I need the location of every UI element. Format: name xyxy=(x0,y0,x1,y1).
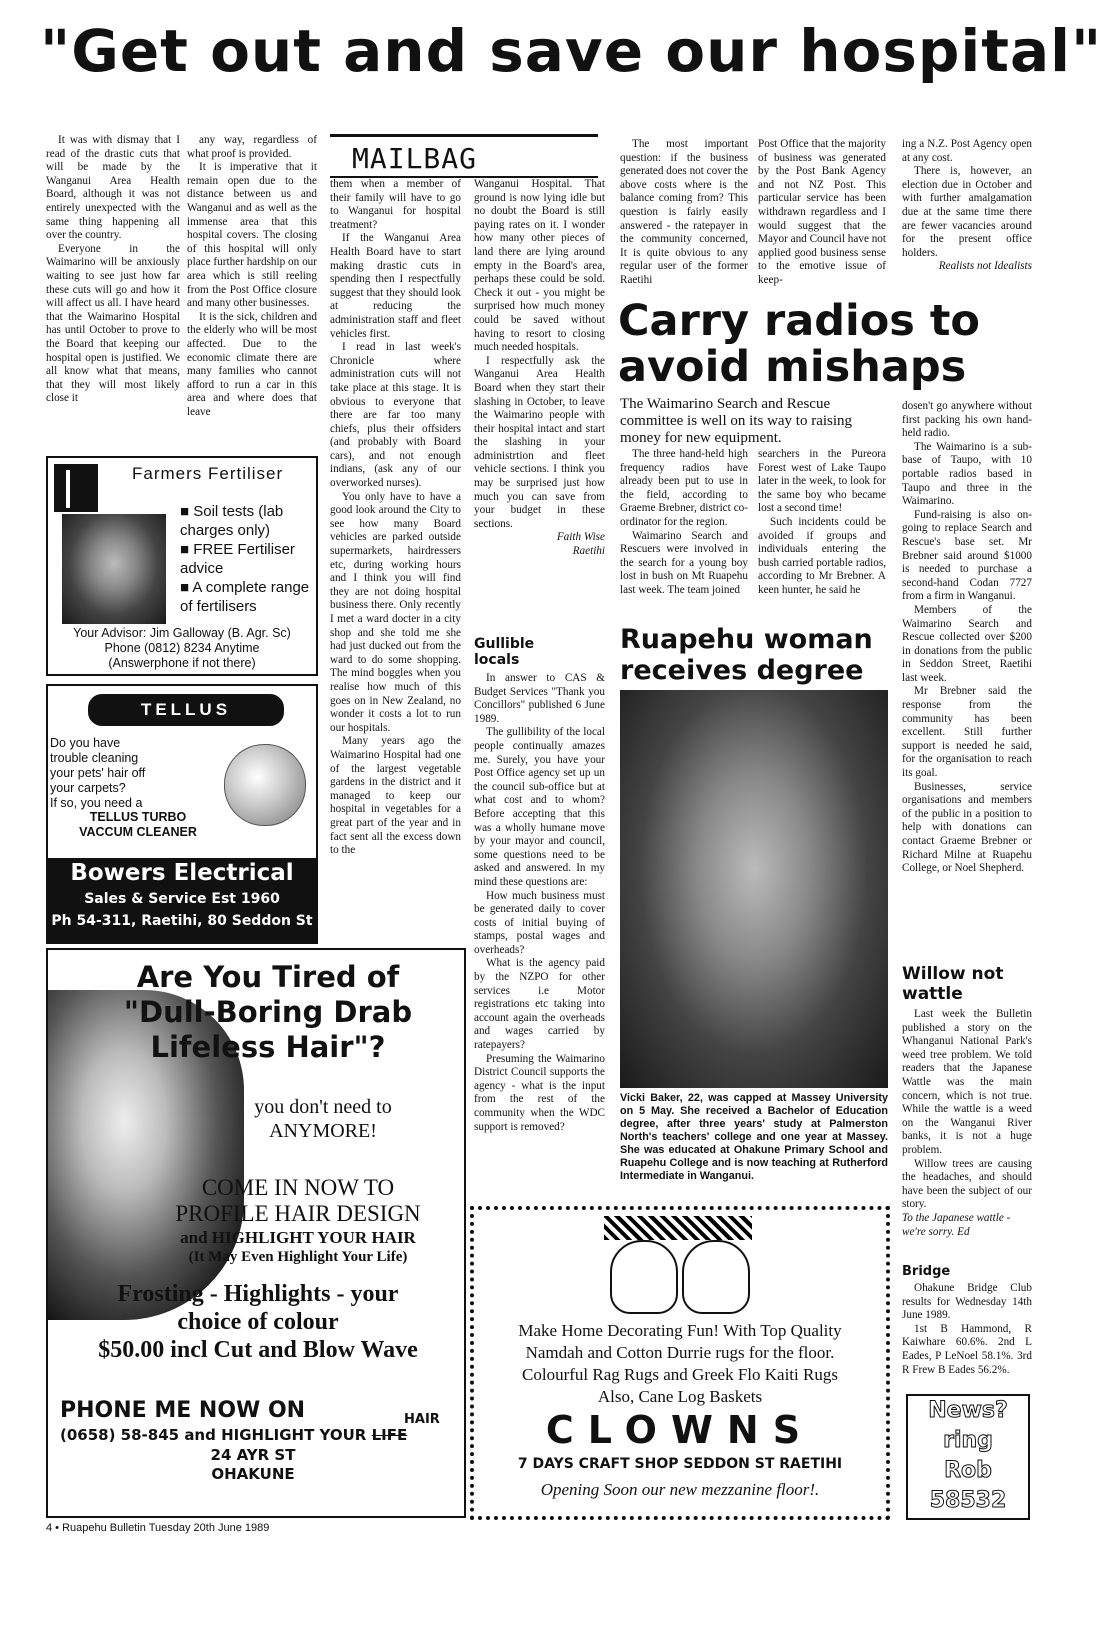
farmers-logo-icon xyxy=(54,464,98,512)
signature: Realists not Idealists xyxy=(938,260,1032,273)
paragraph: Fund-raising is also on-going to replace Search and Rescue's base set. Mr Brebner said around $1000 is needed to purchase a second-hand Codan 7727 from a firm in Wanganui. xyxy=(902,508,1032,603)
paragraph: You only have to have a good look around the City to see how many Board vehicles are parked outside supermarkets, hairdressers etc, during working hours and I think you will find they are not doing hospital business there. Only recently I met a ward docter in a city shop and she told me she had just ducked out from the ward to do some shopping. The mind boggles when you realise how much of this goes on in New Zealand, no wonder it costs a lot to run our hospitals. xyxy=(330,490,461,734)
ad-text-line: Also, Cane Log Baskets xyxy=(597,1387,763,1406)
mailbag-column-1 xyxy=(330,178,461,948)
radios-column-2 xyxy=(758,448,886,624)
paragraph: There is, however, an election due in October and with further amalgamation due at the same time there are fewer vacancies around for the present office holders. xyxy=(902,165,1032,259)
postoffice-column-1 xyxy=(620,138,748,290)
clown-masks-icon xyxy=(594,1216,762,1316)
tellus-ad xyxy=(46,684,318,944)
ad-text-line: Colourful Rag Rugs and Greek Flo Kaiti Rugs xyxy=(522,1365,838,1384)
shop-name: Bowers Electrical xyxy=(70,860,294,886)
radios-lead: The Waimarino Search and Rescue committee is well on its way to raising money for new equipment. xyxy=(620,396,853,446)
paragraph: Last week the Bulletin published a story on the Whanganui National Park's weed tree problem. We told readers that the Japanese Wattle was the main concern, which is not true. While the wattle is a weed on the Wanganui River banks, it is not a huge problem. xyxy=(902,1008,1032,1156)
come-in-text: and HIGHLIGHT YOUR HAIR xyxy=(180,1228,416,1247)
offer-line: Frosting - Highlights - your xyxy=(117,1281,399,1307)
paragraph: In answer to CAS & Budget Services "Thank you Concillors" published 6 June 1989. xyxy=(474,672,605,725)
come-in-text: COME IN NOW TO xyxy=(201,1175,395,1200)
advisor-name: Your Advisor: Jim Galloway (B. Agr. Sc) xyxy=(73,626,291,640)
gullible-heading: Gullible locals xyxy=(474,636,535,668)
clowns-opening: Opening Soon our new mezzanine floor!. xyxy=(540,1480,820,1499)
paragraph: Many years ago the Waimarino Hospital had one of the largest vegetable gardens in the district and it managed to keep our hospital in vegetables for a great part of the year and in fact sent all the excess down to the xyxy=(330,735,461,857)
paragraph: How much business must be generated daily to cover costs of initial buying of stamps, postal wages and overheads? xyxy=(474,889,605,956)
willow-heading: Willow not wattle xyxy=(902,964,1004,1004)
news-line: Rob xyxy=(944,1458,992,1483)
mailbag-title: MAILBAG xyxy=(352,142,478,175)
ad-headline: "Dull-Boring Drab xyxy=(123,995,413,1029)
paragraph: Wanganui Hospital. That ground is now lying idle but no doubt the Board is still paying rates on it. I wonder how many other pieces of land there are lying around empty in the Board's area, perhaps these could be sold. Check it out - you might be surprised how much money could be saved without having to resort to closing much needed hospitals. xyxy=(474,178,605,354)
salon-town: OHAKUNE xyxy=(211,1465,295,1483)
phone-line: (0658) 58-845 and HIGHLIGHT YOUR LIFE xyxy=(60,1426,408,1444)
ad-line: trouble cleaning xyxy=(50,751,139,765)
letter-column-1 xyxy=(46,134,180,456)
tellus-logo: TELLUS xyxy=(88,694,284,726)
paragraph: Businesses, service organisations and members of the public in a position to help with donations can contact Graeme Brebner or Richard Milne at Ruapehu College, or Noel Shepherd. xyxy=(902,780,1032,875)
paragraph: It is imperative that it remain open due to the distance between us and Wanganui and as well as the immense area that this hospital covers. The closing of this hospital will only place further hardship on our area which is still reeling from the Post Office closure and many other businesses. xyxy=(187,161,317,310)
paragraph: If the Wanganui Area Health Board have to start making drastic cuts in spending then I respectfully suggest that they should look at reducing the administration staff and fleet vehicles first. xyxy=(330,232,461,340)
paragraph: What is the agency paid by the NZPO for other services i.e Motor registrations etc taking into account again the overheads and wages carried by ratepayers? xyxy=(474,957,605,1052)
ad-line: your carpets? xyxy=(50,781,126,795)
hair-design-ad xyxy=(46,948,466,1518)
editor-note: To the Japanese wattle - we're sorry. Ed xyxy=(902,1211,1011,1238)
ad-subline: you don't need to xyxy=(254,1096,392,1118)
paragraph: Mr Brebner said the response from the community has been excellent. Still further support is needed he said, for the organisation to reach its goal. xyxy=(902,685,1032,780)
willow-body xyxy=(902,1008,1032,1258)
radios-column-1 xyxy=(620,448,748,624)
bridge-heading: Bridge xyxy=(902,1264,951,1279)
paragraph: Waimarino Search and Rescuers were involved in the search for a young boy lost in bush on Mt Ruapehu last week. The team joined xyxy=(620,529,748,596)
main-headline: "Get out and save our hospital" xyxy=(40,17,1103,85)
paragraph: The gullibility of the local people continually amazes me. Surely, you have your Post Office agency set up un the council sub-office but at what cost and to whom? Before accepting that this was a wholly humane move by your mayor and council, some questions need to be asked and answered. In my mind these questions are: xyxy=(474,726,605,888)
paragraph: dosen't go anywhere without first packing his own hand-held radio. xyxy=(902,400,1032,440)
clowns-ad xyxy=(470,1206,890,1520)
paragraph: It is the sick, children and the elderly who will be most affected. Due to the economic climate there are many families who cannot afford to run a car in this area and where does that leave xyxy=(187,310,317,418)
mailbag-rule xyxy=(330,134,598,137)
offer-price: $50.00 incl Cut and Blow Wave xyxy=(98,1337,418,1363)
paragraph: Ohakune Bridge Club results for Wednesday 14th June 1989. xyxy=(902,1282,1032,1322)
bridge-body xyxy=(902,1282,1032,1394)
ad-text-line: Make Home Decorating Fun! With Top Quality xyxy=(518,1321,842,1340)
ad-headline: Lifeless Hair"? xyxy=(150,1030,386,1064)
ad-text-line: Namdah and Cotton Durrie rugs for the floor. xyxy=(525,1343,835,1362)
phone-heading: PHONE ME NOW ON xyxy=(60,1398,306,1423)
product-name: VACCUM CLEANER xyxy=(79,825,197,839)
news-line: ring xyxy=(943,1428,993,1453)
paragraph: Presuming the Waimarino District Council supports the agency - what is the input from the rest of the community when the WDC support is removed? xyxy=(474,1052,605,1133)
paragraph: them when a member of their family will have to go to Wanganui for hospital treatment? xyxy=(330,178,461,231)
hair-insert-word: HAIR xyxy=(404,1412,440,1427)
news-contact-box xyxy=(906,1394,1030,1520)
signature-place: Raetihi xyxy=(572,545,605,558)
gullible-body xyxy=(474,672,605,1206)
paragraph: Members of the Waimarino Search and Rescue collected over $200 in donations from the public in Seddon Street, Raetihi last week. xyxy=(902,603,1032,684)
farmers-fertiliser-ad xyxy=(46,456,318,676)
page-footer: 4 • Ruapehu Bulletin Tuesday 20th June 1989 xyxy=(46,1522,270,1534)
signature-name: Faith Wise xyxy=(556,531,605,544)
ad-line: Do you have xyxy=(50,736,121,750)
paragraph: It was with dismay that I read of the drastic cuts that will be made by the Wanganui Area Health Board, although it was not entirely unexpected with the same thing happening all over the country. xyxy=(46,134,180,242)
clowns-name: CLOWNS xyxy=(545,1408,815,1452)
paragraph: The Waimarino is a sub-base of Taupo, with 10 portable radios based in Taupo and three in the Waimarino. xyxy=(902,440,1032,508)
offer-line: choice of colour xyxy=(177,1309,339,1335)
letter-column-2 xyxy=(187,134,317,456)
paragraph: I read in last week's Chronicle where administration cuts will not take place at this stage. It is obvious to everyone that there are far too many chiefs, plus their offsiders (and probably with Board cars), and not enough indians, (ask any of our overworked nurses). xyxy=(330,341,461,490)
radios-headline: Carry radios to avoid mishaps xyxy=(618,296,980,392)
paragraph: any way, regardless of what proof is provided. xyxy=(187,134,317,160)
service-item: ■ Soil tests (lab charges only) xyxy=(180,503,284,539)
news-line: News? xyxy=(928,1398,1008,1423)
bowers-banner xyxy=(48,858,316,942)
vacuum-cleaner-icon xyxy=(224,744,306,826)
paragraph: I respectfully ask the Wanganui Area Health Board when they start their slashing in October, to leave the Waimarino people with their hospital intact and start the slashing in your administrtion and fleet vehicle sections. I think you may be surprised just how much you can save from your budget in these sections. xyxy=(474,354,605,530)
salon-address: 24 AYR ST xyxy=(210,1446,296,1464)
paragraph: Such incidents could be avoided if groups and individuals entering the bush carried portable radios, according to Mr Brebner. A keen hunter, he said he xyxy=(758,515,886,596)
postoffice-column-2 xyxy=(758,138,886,290)
service-item: ■ A complete range of fertilisers xyxy=(180,579,310,615)
farmers-name: Farmers Fertiliser xyxy=(132,464,284,483)
radios-column-3 xyxy=(902,400,1032,960)
paragraph: Post Office that the majority of business was generated by the Post Bank Agency and not NZ Post. This particular service has been withdrawn regardless and I would suggest that the Mayor and Council have not applied good business sense to the emotive issue of keep- xyxy=(758,138,886,286)
paragraph: searchers in the Pureora Forest west of Lake Taupo later in the week, to look for the same boy who became lost a second time! xyxy=(758,448,886,515)
struck-word: LIFE xyxy=(371,1426,408,1444)
paragraph: The three hand-held high frequency radios have already been put to use in the field, according to Graeme Brebner, district co-ordinator for the region. xyxy=(620,448,748,528)
ad-headline: Are You Tired of xyxy=(136,960,400,994)
ad-line: If so, you need a xyxy=(50,796,143,810)
answerphone-note: (Answerphone if not there) xyxy=(108,656,256,670)
mailbag-column-2 xyxy=(474,178,605,624)
ad-subline: ANYMORE! xyxy=(269,1120,377,1142)
advisor-phone: Phone (0812) 8234 Anytime xyxy=(104,641,260,655)
photo-caption: Vicki Baker, 22, was capped at Massey University on 5 May. She received a Bachelor of Education degree, after three years' study at Palmerston North's teachers' college and one year at Massey. She was educated at Ohakune Primary School and Ruapehu College and is now teaching at Rutherford Intermediate in Wanganui. xyxy=(620,1092,888,1182)
degree-headline: Ruapehu woman receives degree xyxy=(620,624,873,686)
come-in-text: (It May Even Highlight Your Life) xyxy=(188,1249,408,1265)
paragraph: Willow trees are causing the headaches, and should have been the subject of our story. xyxy=(902,1157,1032,1211)
shop-contact: Ph 54-311, Raetihi, 80 Seddon St xyxy=(51,913,313,929)
graduate-photo xyxy=(620,690,888,1088)
paragraph: 1st B Hammond, R Kaiwhare 60.6%. 2nd L Eades, P LeNoel 58.1%. 3rd R Frew B Eades 56.2%. xyxy=(902,1322,1032,1376)
paragraph: The most important question: if the business generated does not cover the above costs where is the balance coming from? This question is fairly easily answered - the ratepayer in the community concerned, It is quite obvious to any regular user of the former Raetihi xyxy=(620,138,748,286)
news-phone: 58532 xyxy=(929,1488,1007,1513)
advisor-photo xyxy=(62,514,166,624)
clowns-tagline: 7 DAYS CRAFT SHOP SEDDON ST RAETIHI xyxy=(517,1456,843,1472)
paragraph: ing a N.Z. Post Agency open at any cost. xyxy=(902,138,1032,164)
salon-name: PROFILE HAIR DESIGN xyxy=(175,1201,421,1226)
product-name: TELLUS TURBO xyxy=(89,810,187,824)
shop-est: Sales & Service Est 1960 xyxy=(84,891,280,907)
ad-line: your pets' hair off xyxy=(50,766,146,780)
postoffice-column-3 xyxy=(902,138,1032,300)
service-item: ■ FREE Fertiliser advice xyxy=(180,541,295,577)
paragraph: Everyone in the Waimarino will be anxiously waiting to see just how far these cuts will go and how it will affect us all. I have heard that the Waimarino Hospital has until October to prove to the Board that keeping our hospital open is justified. We all know what that means, that they will most likely close it xyxy=(46,242,180,405)
